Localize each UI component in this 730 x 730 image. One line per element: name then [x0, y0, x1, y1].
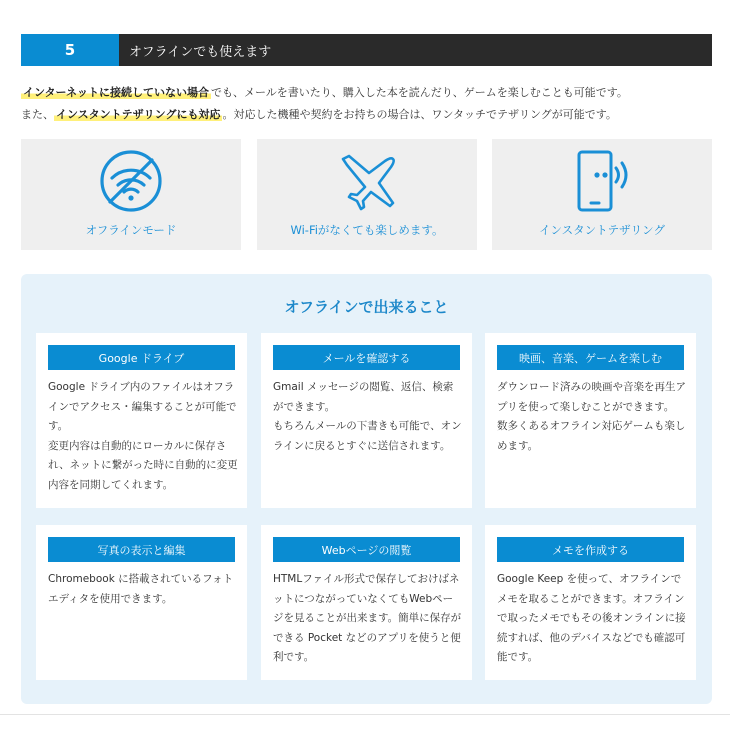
feature-cards: [21, 139, 712, 250]
card-notes: [485, 525, 696, 680]
intro-highlight-offline: インターネットに接続していない場合: [23, 86, 210, 99]
intro-text: [21, 82, 712, 126]
intro-line-2-lead: また、: [21, 108, 54, 121]
wifi-off-icon: [99, 149, 163, 217]
card-label: メモを作成する: [497, 537, 684, 562]
card-label: メールを確認する: [273, 345, 460, 370]
card-body: Chromebook に搭載されているフォトエディタを使用できます。: [48, 573, 234, 605]
card-body: Gmail メッセージの閲覧、返信、検索ができます。 もちろんメールの下書きも可能で、オンラインに戻るとすぐに送信されます。: [273, 381, 462, 452]
card-media: [485, 333, 696, 508]
feature-label: Wi-Fiがなくても楽しめます。: [290, 223, 444, 237]
intro-line-2: [21, 104, 712, 126]
feature-instant-tethering: [492, 139, 712, 250]
section-number: 5: [21, 34, 119, 66]
card-body: Google Keep を使って、オフラインでメモを取ることができます。オフラインで取ったメモでもその後オンラインに接続すれば、他のデバイスなどでも確認可能です。: [497, 573, 686, 663]
section-header: [21, 34, 712, 66]
feature-label: インスタントテザリング: [539, 223, 665, 237]
card-google-drive: [36, 333, 247, 508]
section-title: オフラインでも使えます: [129, 44, 272, 60]
card-label: Google ドライブ: [48, 345, 235, 370]
card-body: HTMLファイル形式で保存しておけばネットにつながっていなくてもWebページを見ることが出来ます。簡単に保存ができる Pocket などのアプリを使うと便利です。: [273, 573, 462, 663]
intro-line-1-rest: でも、メールを書いたり、購入した本を読んだり、ゲームを楽しむことも可能です。: [211, 86, 628, 99]
card-label: 映画、音楽、ゲームを楽しむ: [497, 345, 684, 370]
card-mail: [261, 333, 472, 508]
feature-offline-mode: [21, 139, 241, 250]
card-label: Webページの閲覧: [273, 537, 460, 562]
feature-airplane: [257, 139, 477, 250]
card-label: 写真の表示と編集: [48, 537, 235, 562]
card-body: Google ドライブ内のファイルはオフラインでアクセス・編集することが可能です。 変更内容は自動的にローカルに保存され、ネットに繋がった時に自動的に変更内容を同期してくれます。: [48, 381, 238, 491]
panel-title: オフラインで出来ること: [284, 298, 449, 316]
divider: [0, 714, 730, 715]
intro-line-2-rest: 。対応した機種や契約をお持ちの場合は、ワンタッチでテザリングが可能です。: [222, 108, 617, 121]
card-photos: [36, 525, 247, 680]
intro-line-1: [21, 82, 712, 104]
card-body: ダウンロード済みの映画や音楽を再生アプリを使って楽しむことができます。 数多くあるオフライン対応ゲームも楽しめます。: [497, 381, 686, 452]
feature-label: オフラインモード: [85, 223, 177, 237]
airplane-icon: [335, 149, 399, 217]
phone-signal-icon: [569, 149, 635, 219]
card-web-pages: [261, 525, 472, 680]
offline-panel: [21, 274, 712, 704]
intro-highlight-tethering: インスタントテザリングにも対応: [56, 108, 221, 121]
